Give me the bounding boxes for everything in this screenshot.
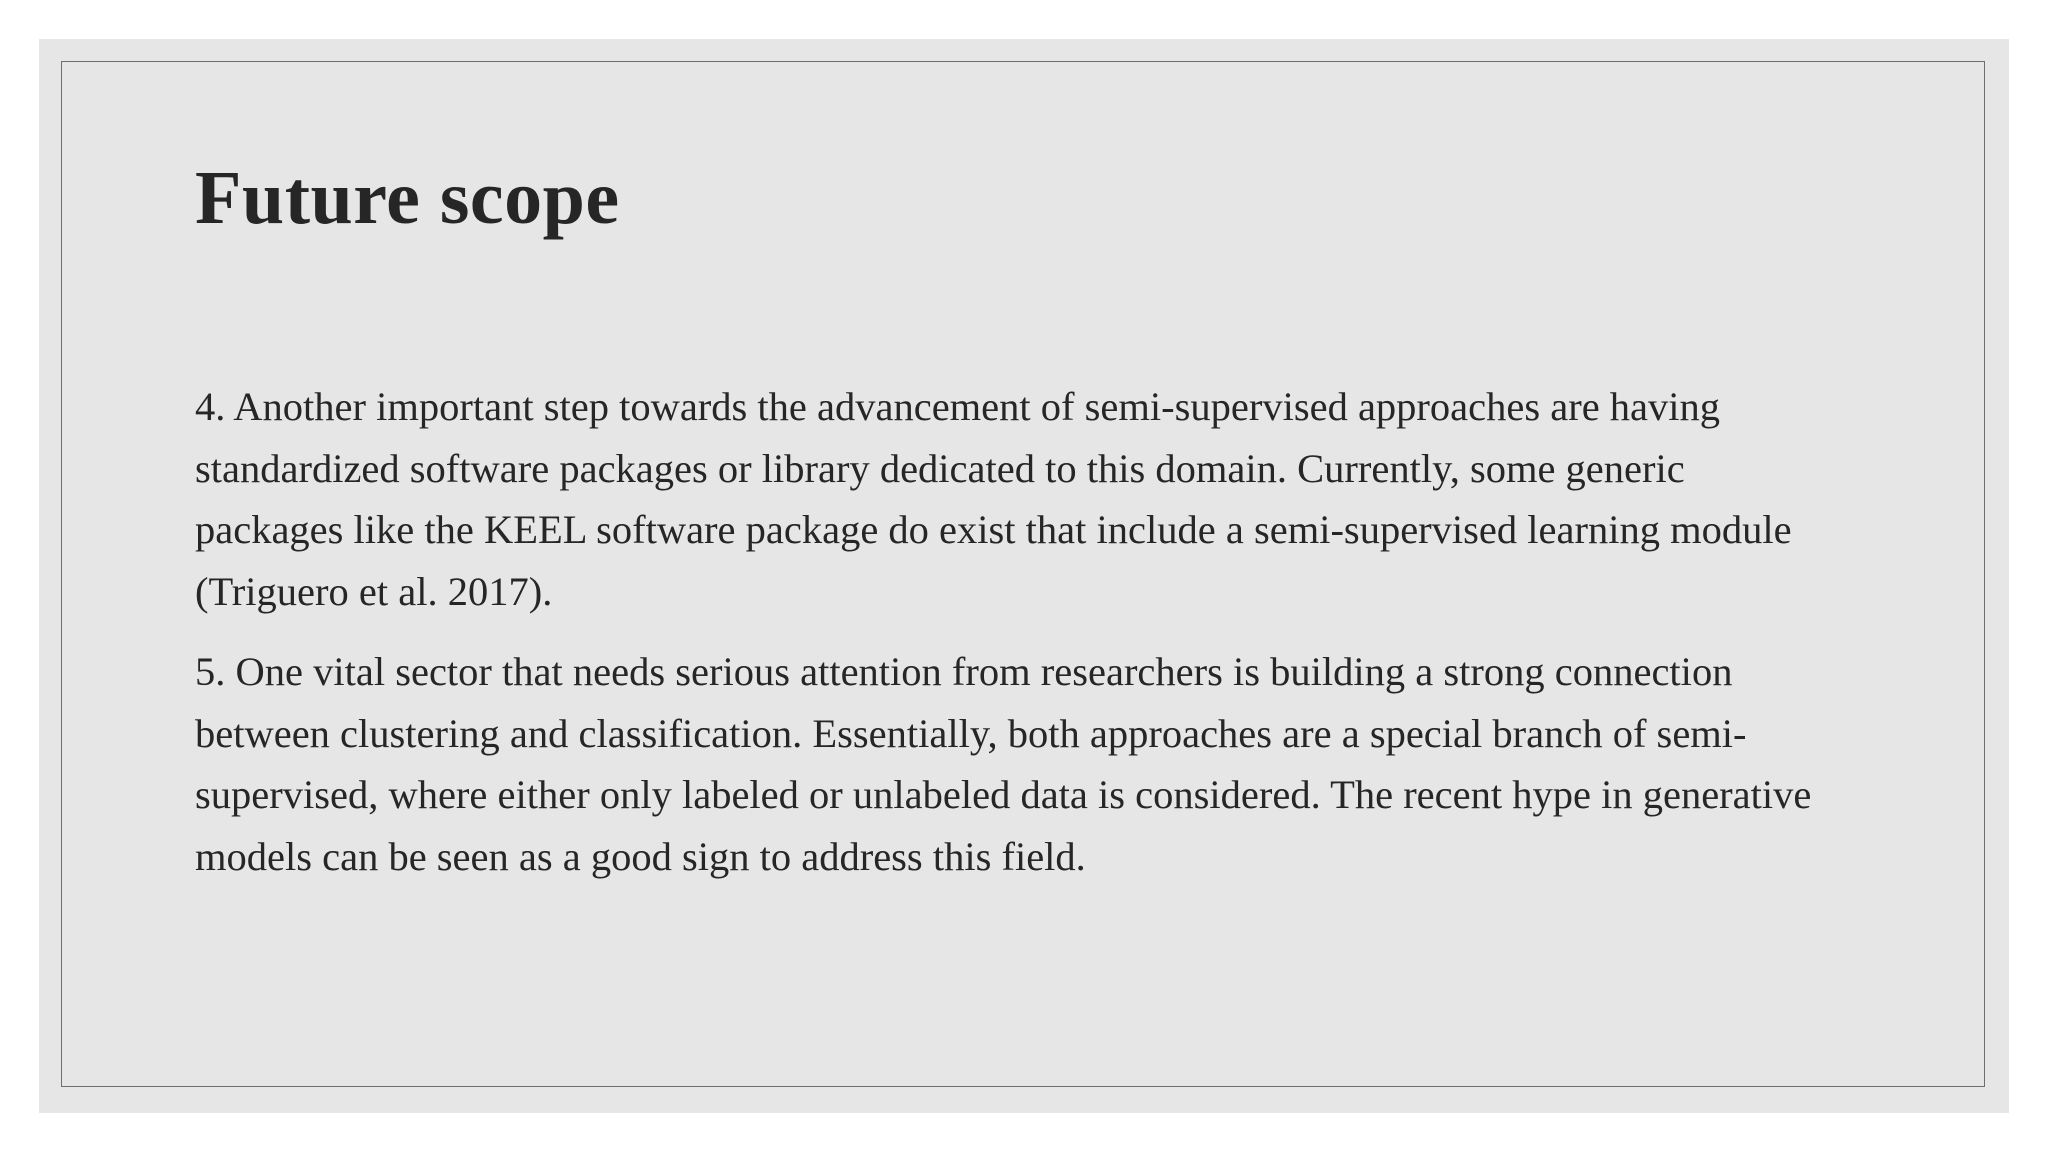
paragraph-point-5 [195, 641, 1885, 887]
paragraph-point-4 [195, 376, 1885, 622]
paragraph-line: models can be seen as a good sign to address this field. [195, 833, 1086, 879]
paragraph-line: packages like the KEEL software package do exist that include a semi-supervised learning module [195, 507, 1792, 552]
paragraph-line: supervised, where either only labeled or unlabeled data is considered. The recent hype in generative [195, 772, 1812, 817]
paragraph-line: between clustering and classification. Essentially, both approaches are a special branch of semi- [195, 710, 1747, 756]
paragraph-line: standardized software packages or library dedicated to this domain. Currently, some generic [195, 445, 1685, 491]
paragraph-line: 5. One vital sector that needs serious attention from researchers is building a strong connection [195, 649, 1733, 694]
paragraph-line: (Triguero et al. 2017). [195, 568, 553, 614]
slide-title: Future scope [195, 156, 620, 240]
slide-body [195, 376, 1885, 906]
paragraph-line: 4. Another important step towards the advancement of semi-supervised approaches are having [195, 384, 1721, 429]
slide [39, 39, 2009, 1113]
